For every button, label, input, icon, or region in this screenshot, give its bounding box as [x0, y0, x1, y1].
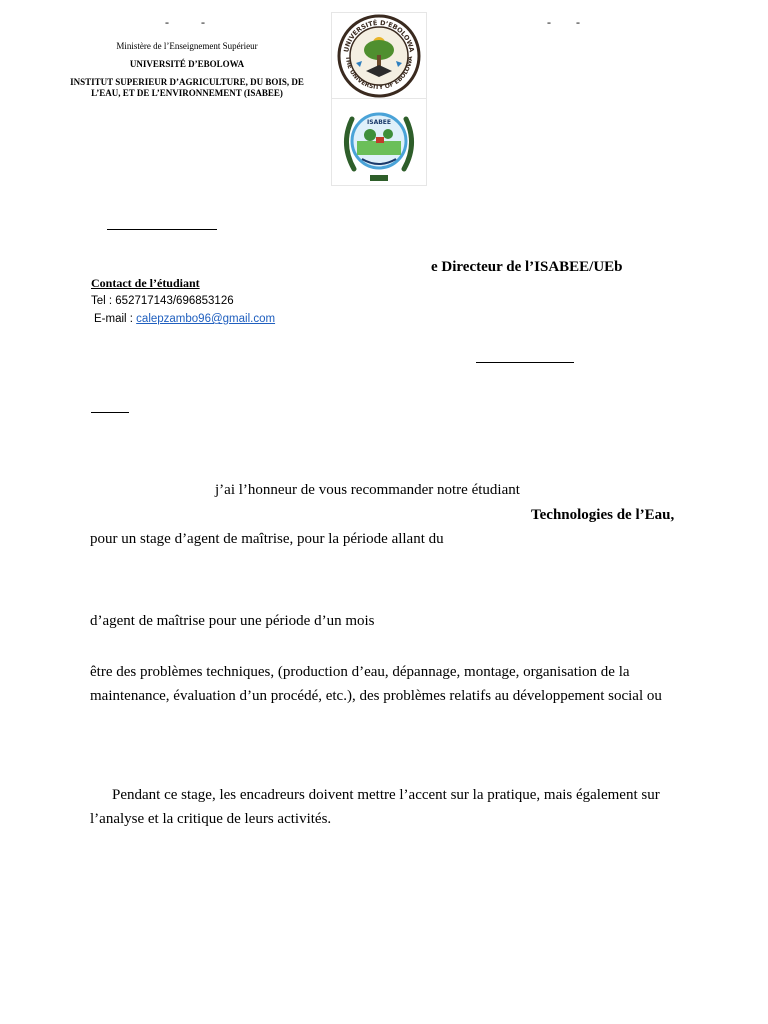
university-seal-icon: [332, 13, 426, 99]
svg-text:UNIVERSITÉ D’EBOLOWA: UNIVERSITÉ D’EBOLOWA: [342, 18, 416, 53]
isabee-logo-label: ISABEE: [367, 119, 391, 126]
recipient-title: e Directeur de l’ISABEE/UEb: [431, 259, 623, 275]
header-divider-left: [107, 229, 217, 230]
ministry-name: Ministère de l’Enseignement Supérieur: [116, 41, 258, 51]
signature-divider-right: [476, 362, 574, 363]
header-dash-left-1: -: [165, 15, 169, 29]
salutation-divider: [91, 412, 129, 413]
student-contact-tel: Tel : 652717143/696853126: [91, 295, 234, 307]
institute-name-line1: INSTITUT SUPERIEUR D’AGRICULTURE, DU BOIS, DE: [70, 77, 304, 87]
letter-body-line-3: pour un stage d’agent de maîtrise, pour la période allant du: [90, 531, 444, 547]
letter-body-line-4: d’agent de maîtrise pour une période d’un mois: [90, 613, 375, 629]
institution-header: [62, 40, 312, 99]
student-contact-email-line: [94, 312, 275, 327]
student-email-link[interactable]: calepzambo96@gmail.com: [136, 313, 276, 325]
letter-body-line-2: Technologies de l’Eau,: [531, 507, 675, 523]
letter-body-line-8: l’analyse et la critique de leurs activités.: [90, 811, 332, 827]
svg-text:THE UNIVERSITY OF EBOLOWA: THE UNIVERSITY OF EBOLOWA: [343, 55, 415, 92]
student-contact-heading: Contact de l’étudiant: [91, 276, 200, 290]
header-dash-right-2: -: [576, 15, 580, 29]
letter-body-line-5: être des problèmes techniques, (production d’eau, dépannage, montage, organisation de la: [90, 664, 630, 680]
header-dash-left-2: -: [201, 15, 205, 29]
letter-body-line-7: Pendant ce stage, les encadreurs doivent mettre l’accent sur la pratique, mais également sur: [112, 787, 660, 803]
university-name: UNIVERSITÉ D’EBOLOWA: [129, 59, 245, 69]
email-label: E-mail :: [94, 313, 137, 325]
letter-body-line-6: maintenance, évaluation d’un procédé, etc.), des problèmes relatifs au développement social ou: [90, 688, 662, 704]
letter-body-line-1: j’ai l’honneur de vous recommander notre étudiant: [215, 482, 520, 498]
institute-name-line2: L’EAU, ET DE L’ENVIRONNEMENT (ISABEE): [91, 88, 283, 98]
university-logo: [331, 12, 427, 100]
isabee-seal-icon: [332, 99, 426, 185]
isabee-logo: [331, 98, 427, 186]
header-dash-right-1: -: [547, 15, 551, 29]
